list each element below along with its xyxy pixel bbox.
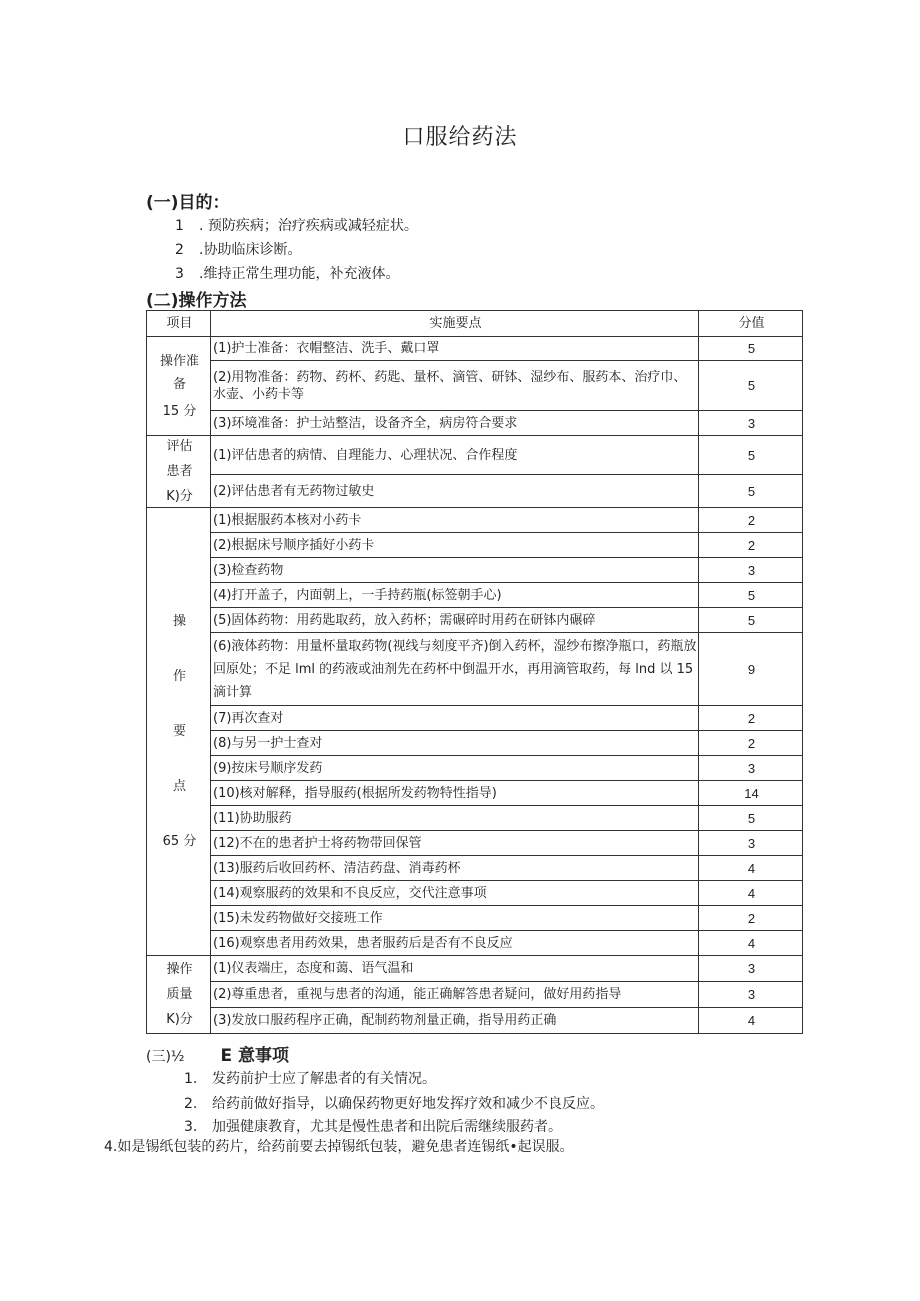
row-text: (2)用物准备：药物、药杯、药匙、量杯、滴管、研钵、湿纱布、服药本、治疗巾、水壶、小药卡等 <box>211 361 699 411</box>
method-heading: (二)操作方法 <box>146 291 247 311</box>
table-row <box>147 475 803 508</box>
row-score: 2 <box>699 508 803 533</box>
category-line: 评估 <box>166 439 193 454</box>
row-text: (7)再次查对 <box>211 706 699 731</box>
row-text: (4)打开盖子，内面朝上，一手持药瓶(标签朝手心) <box>211 583 699 608</box>
category-line: 操作 <box>166 962 193 977</box>
table-row <box>147 731 803 756</box>
purpose-num: 2 <box>175 242 184 258</box>
row-text: (13)服药后收回药杯、清洁药盘、消毒药杯 <box>211 856 699 881</box>
category-line: K)分 <box>166 489 193 504</box>
table-header-row <box>147 311 803 337</box>
page-title: 口服给药法 <box>402 125 518 150</box>
row-score: 5 <box>699 361 803 411</box>
table-row <box>147 533 803 558</box>
table-row <box>147 558 803 583</box>
row-score: 4 <box>699 931 803 956</box>
row-score: 4 <box>699 856 803 881</box>
row-text: (2)根据床号顺序插好小药卡 <box>211 533 699 558</box>
table-row <box>147 411 803 436</box>
note-item-4: 4.如是锡纸包装的药片，给药前要去掉锡纸包装，避免患者连锡纸•起误服。 <box>104 1139 574 1155</box>
row-score: 3 <box>699 558 803 583</box>
row-score: 14 <box>699 781 803 806</box>
table-row <box>147 337 803 361</box>
purpose-heading: (一)目的： <box>146 193 230 213</box>
table-row <box>147 956 803 982</box>
row-score: 3 <box>699 756 803 781</box>
row-score: 4 <box>699 1008 803 1034</box>
table-row <box>147 361 803 411</box>
notes-heading-text: E 意事项 <box>220 1046 290 1066</box>
category-line: 65 分 <box>162 834 197 849</box>
note-item <box>184 1093 604 1113</box>
row-text: (5)固体药物：用药匙取药，放入药杯；需碾碎时用药在研钵内碾碎 <box>211 608 699 633</box>
row-text: (8)与另一护士查对 <box>211 731 699 756</box>
category-cell <box>147 508 211 956</box>
table-row <box>147 906 803 931</box>
category-line: 操作准 <box>159 353 199 369</box>
table-row <box>147 931 803 956</box>
row-text: (12)不在的患者护士将药物带回保管 <box>211 831 699 856</box>
purpose-text: .维持正常生理功能，补充液体。 <box>199 266 400 282</box>
note-num: 1. <box>184 1071 198 1087</box>
category-line: 作 <box>172 669 186 684</box>
category-line: 质量 <box>166 987 193 1002</box>
purpose-num: 1 <box>175 218 184 234</box>
table-row <box>147 831 803 856</box>
category-line: 15 分 <box>162 403 197 419</box>
row-score: 2 <box>699 533 803 558</box>
category-cell <box>147 337 211 436</box>
table-row <box>147 781 803 806</box>
note-text: 给药前做好指导，以确保药物更好地发挥疗效和减少不良反应。 <box>212 1096 604 1112</box>
category-line: 要 <box>172 724 186 739</box>
table-row <box>147 508 803 533</box>
table-row <box>147 881 803 906</box>
purpose-item <box>175 215 418 235</box>
row-text: (3)发放口服药程序正确，配制药物剂量正确，指导用药正确 <box>211 1008 699 1034</box>
notes-heading-prefix: (三)½ <box>146 1049 185 1065</box>
row-score: 3 <box>699 831 803 856</box>
table-row <box>147 1008 803 1034</box>
category-cell <box>147 436 211 508</box>
row-score: 5 <box>699 583 803 608</box>
row-text: (9)按床号顺序发药 <box>211 756 699 781</box>
row-score: 3 <box>699 982 803 1008</box>
purpose-item <box>175 239 301 259</box>
row-text: (10)核对解释，指导服药(根据所发药物特性指导) <box>211 781 699 806</box>
row-score: 5 <box>699 436 803 475</box>
row-text: (15)未发药物做好交接班工作 <box>211 906 699 931</box>
category-line: 患者 <box>166 464 193 479</box>
category-line: K)分 <box>166 1012 193 1027</box>
note-item <box>184 1068 436 1088</box>
row-score: 2 <box>699 906 803 931</box>
category-cell <box>147 956 211 1034</box>
purpose-item <box>175 263 399 283</box>
note-text: 发药前护士应了解患者的有关情况。 <box>212 1071 436 1087</box>
table-row <box>147 756 803 781</box>
row-text: (11)协助服药 <box>211 806 699 831</box>
table-row <box>147 633 803 706</box>
row-score: 9 <box>699 633 803 706</box>
row-text: (2)尊重患者，重视与患者的沟通，能正确解答患者疑问，做好用药指导 <box>211 982 699 1008</box>
note-text: 加强健康教育，尤其是慢性患者和出院后需继续服药者。 <box>212 1119 562 1135</box>
purpose-num: 3 <box>175 266 184 282</box>
table-row <box>147 583 803 608</box>
table-row <box>147 436 803 475</box>
notes-heading <box>146 1041 289 1066</box>
category-line: 操 <box>172 614 186 629</box>
row-text: (3)环境准备：护士站整洁，设备齐全，病房符合要求 <box>211 411 699 436</box>
note-num: 3. <box>184 1119 198 1135</box>
header-points: 实施要点 <box>211 311 699 337</box>
table-row <box>147 856 803 881</box>
row-score: 4 <box>699 881 803 906</box>
row-score: 5 <box>699 806 803 831</box>
row-text: (1)评估患者的病情、自理能力、心理状况、合作程度 <box>211 436 699 475</box>
row-text: (1)仪表端庄，态度和蔼、语气温和 <box>211 956 699 982</box>
row-text: (2)评估患者有无药物过敏史 <box>211 475 699 508</box>
note-item <box>184 1116 562 1136</box>
row-score: 5 <box>699 608 803 633</box>
row-score: 5 <box>699 475 803 508</box>
category-line: 点 <box>172 779 186 794</box>
table-row <box>147 806 803 831</box>
row-text: (14)观察服药的效果和不良反应，交代注意事项 <box>211 881 699 906</box>
header-score: 分值 <box>699 311 803 337</box>
row-text: (6)液体药物：用量杯量取药物(视线与刻度平齐)倒入药杯，湿纱布擦净瓶口，药瓶放回原处；不足 lml 的药液或油剂先在药杯中倒温开水，再用滴管取药，每 lnd 以 15 滴计算 <box>211 633 699 706</box>
table-row <box>147 706 803 731</box>
row-score: 2 <box>699 731 803 756</box>
row-score: 3 <box>699 956 803 982</box>
purpose-text: .协助临床诊断。 <box>199 242 302 258</box>
procedure-table <box>146 310 803 1034</box>
row-text: (1)护士准备：衣帽整洁、洗手、戴口罩 <box>211 337 699 361</box>
category-line: 备 <box>172 376 186 392</box>
row-score: 2 <box>699 706 803 731</box>
row-text: (1)根据服药本核对小药卡 <box>211 508 699 533</box>
row-text: (16)观察患者用药效果，患者服药后是否有不良反应 <box>211 931 699 956</box>
row-score: 5 <box>699 337 803 361</box>
table-row <box>147 608 803 633</box>
header-item: 项目 <box>147 311 211 337</box>
row-score: 3 <box>699 411 803 436</box>
table-row <box>147 982 803 1008</box>
note-num: 2. <box>184 1096 198 1112</box>
purpose-text: . 预防疾病；治疗疾病或减轻症状。 <box>199 218 418 234</box>
row-text: (3)检查药物 <box>211 558 699 583</box>
